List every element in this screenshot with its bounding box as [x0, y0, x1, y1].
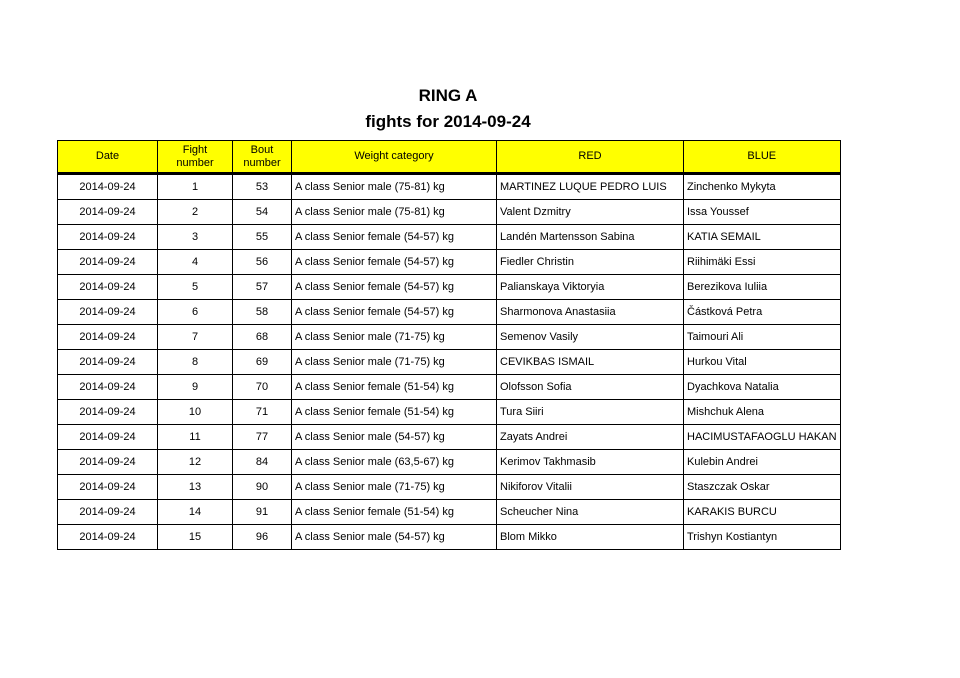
cell-weight-category: A class Senior male (71-75) kg: [292, 350, 497, 375]
cell-bout-number: 70: [233, 375, 292, 400]
cell-weight-category: A class Senior male (54-57) kg: [292, 525, 497, 550]
cell-bout-number: 54: [233, 200, 292, 225]
cell-weight-category: A class Senior male (54-57) kg: [292, 425, 497, 450]
cell-bout-number: 55: [233, 225, 292, 250]
cell-fight-number: 14: [158, 500, 233, 525]
cell-red-competitor: Olofsson Sofia: [497, 375, 684, 400]
table-row: [58, 500, 841, 525]
table-row: [58, 325, 841, 350]
cell-weight-category: A class Senior male (63,5-67) kg: [292, 450, 497, 475]
cell-blue-competitor: Staszczak Oskar: [684, 475, 841, 500]
cell-red-competitor: Blom Mikko: [497, 525, 684, 550]
cell-date: 2014-09-24: [58, 475, 158, 500]
fights-date-title: fights for 2014-09-24: [365, 112, 531, 131]
cell-fight-number: 8: [158, 350, 233, 375]
cell-date: 2014-09-24: [58, 500, 158, 525]
cell-red-competitor: Tura Siiri: [497, 400, 684, 425]
cell-red-competitor: Palianskaya Viktoryia: [497, 275, 684, 300]
cell-date: 2014-09-24: [58, 225, 158, 250]
cell-date: 2014-09-24: [58, 325, 158, 350]
table-row: [58, 174, 841, 200]
cell-weight-category: A class Senior male (71-75) kg: [292, 475, 497, 500]
cell-red-competitor: Landén Martensson Sabina: [497, 225, 684, 250]
cell-weight-category: A class Senior female (54-57) kg: [292, 300, 497, 325]
cell-fight-number: 13: [158, 475, 233, 500]
cell-fight-number: 6: [158, 300, 233, 325]
cell-red-competitor: Kerimov Takhmasib: [497, 450, 684, 475]
column-header-red: RED: [497, 141, 684, 174]
table-row: [58, 300, 841, 325]
cell-weight-category: A class Senior female (51-54) kg: [292, 500, 497, 525]
cell-blue-competitor: KARAKIS BURCU: [684, 500, 841, 525]
cell-blue-competitor: Hurkou Vital: [684, 350, 841, 375]
cell-blue-competitor: Kulebin Andrei: [684, 450, 841, 475]
cell-blue-competitor: Dyachkova Natalia: [684, 375, 841, 400]
cell-date: 2014-09-24: [58, 275, 158, 300]
cell-weight-category: A class Senior male (71-75) kg: [292, 325, 497, 350]
cell-fight-number: 5: [158, 275, 233, 300]
cell-weight-category: A class Senior female (54-57) kg: [292, 275, 497, 300]
cell-weight-category: A class Senior male (75-81) kg: [292, 174, 497, 200]
cell-red-competitor: Semenov Vasily: [497, 325, 684, 350]
fights-table: [57, 140, 841, 550]
table-row: [58, 350, 841, 375]
cell-weight-category: A class Senior female (54-57) kg: [292, 225, 497, 250]
column-header-date: Date: [58, 141, 158, 174]
table-row: [58, 425, 841, 450]
cell-bout-number: 57: [233, 275, 292, 300]
cell-weight-category: A class Senior female (51-54) kg: [292, 375, 497, 400]
table-row: [58, 475, 841, 500]
table-row: [58, 275, 841, 300]
table-header-row: [58, 141, 841, 174]
cell-fight-number: 2: [158, 200, 233, 225]
cell-date: 2014-09-24: [58, 200, 158, 225]
cell-date: 2014-09-24: [58, 375, 158, 400]
cell-blue-competitor: Mishchuk Alena: [684, 400, 841, 425]
cell-bout-number: 91: [233, 500, 292, 525]
cell-blue-competitor: KATIA SEMAIL: [684, 225, 841, 250]
cell-weight-category: A class Senior female (51-54) kg: [292, 400, 497, 425]
table-row: [58, 250, 841, 275]
cell-weight-category: A class Senior male (75-81) kg: [292, 200, 497, 225]
cell-date: 2014-09-24: [58, 174, 158, 200]
cell-fight-number: 1: [158, 174, 233, 200]
table-row: [58, 400, 841, 425]
table-row: [58, 225, 841, 250]
cell-red-competitor: Zayats Andrei: [497, 425, 684, 450]
cell-bout-number: 53: [233, 174, 292, 200]
cell-blue-competitor: Taimouri Ali: [684, 325, 841, 350]
cell-date: 2014-09-24: [58, 300, 158, 325]
cell-fight-number: 15: [158, 525, 233, 550]
cell-fight-number: 11: [158, 425, 233, 450]
cell-red-competitor: MARTINEZ LUQUE PEDRO LUIS: [497, 174, 684, 200]
table-row: [58, 450, 841, 475]
table-row: [58, 375, 841, 400]
cell-date: 2014-09-24: [58, 250, 158, 275]
cell-bout-number: 71: [233, 400, 292, 425]
cell-red-competitor: CEVIKBAS ISMAIL: [497, 350, 684, 375]
cell-blue-competitor: Riihimäki Essi: [684, 250, 841, 275]
cell-bout-number: 77: [233, 425, 292, 450]
table-row: [58, 525, 841, 550]
cell-blue-competitor: Trishyn Kostiantyn: [684, 525, 841, 550]
cell-blue-competitor: HACIMUSTAFAOGLU HAKAN: [684, 425, 841, 450]
cell-bout-number: 69: [233, 350, 292, 375]
cell-bout-number: 68: [233, 325, 292, 350]
cell-bout-number: 96: [233, 525, 292, 550]
cell-red-competitor: Fiedler Christin: [497, 250, 684, 275]
table-row: [58, 200, 841, 225]
cell-bout-number: 84: [233, 450, 292, 475]
cell-red-competitor: Scheucher Nina: [497, 500, 684, 525]
cell-date: 2014-09-24: [58, 450, 158, 475]
cell-date: 2014-09-24: [58, 425, 158, 450]
column-header-fight-number: Fight number: [158, 141, 233, 174]
cell-red-competitor: Nikiforov Vitalii: [497, 475, 684, 500]
cell-fight-number: 3: [158, 225, 233, 250]
cell-weight-category: A class Senior female (54-57) kg: [292, 250, 497, 275]
cell-red-competitor: Valent Dzmitry: [497, 200, 684, 225]
cell-bout-number: 56: [233, 250, 292, 275]
cell-fight-number: 10: [158, 400, 233, 425]
cell-date: 2014-09-24: [58, 400, 158, 425]
column-header-bout-number: Bout number: [233, 141, 292, 174]
cell-fight-number: 12: [158, 450, 233, 475]
cell-blue-competitor: Částková Petra: [684, 300, 841, 325]
cell-bout-number: 58: [233, 300, 292, 325]
cell-blue-competitor: Zinchenko Mykyta: [684, 174, 841, 200]
cell-blue-competitor: Berezikova Iuliia: [684, 275, 841, 300]
cell-blue-competitor: Issa Youssef: [684, 200, 841, 225]
cell-fight-number: 4: [158, 250, 233, 275]
column-header-weight-category: Weight category: [292, 141, 497, 174]
ring-title: RING A: [418, 86, 478, 105]
cell-date: 2014-09-24: [58, 525, 158, 550]
cell-fight-number: 9: [158, 375, 233, 400]
column-header-blue: BLUE: [684, 141, 841, 174]
cell-date: 2014-09-24: [58, 350, 158, 375]
cell-bout-number: 90: [233, 475, 292, 500]
cell-red-competitor: Sharmonova Anastasiia: [497, 300, 684, 325]
cell-fight-number: 7: [158, 325, 233, 350]
